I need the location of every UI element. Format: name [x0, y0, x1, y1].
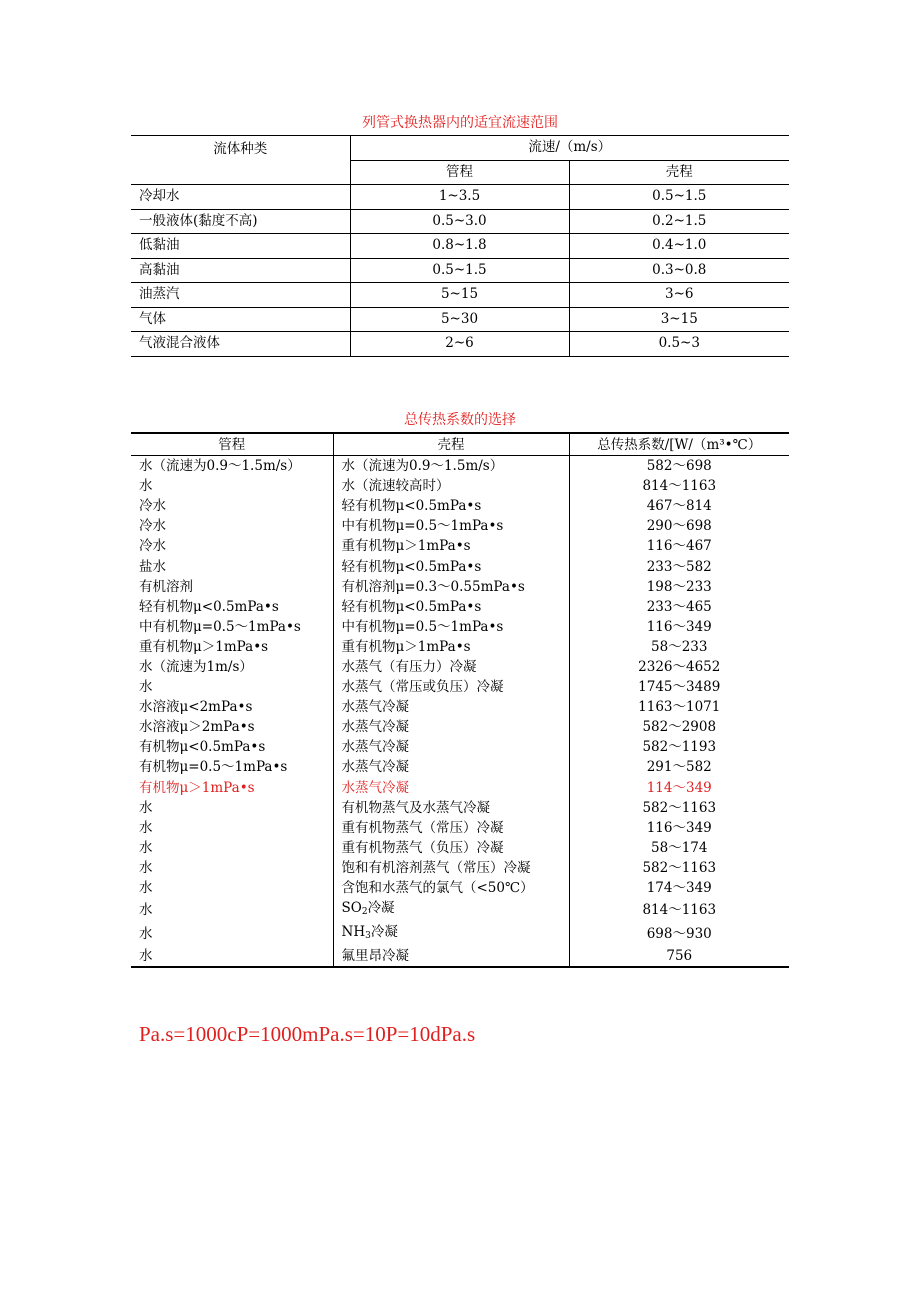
tube-fluid-cell: 水: [139, 679, 153, 696]
table-row: [131, 617, 789, 637]
table-row: [131, 858, 789, 878]
tube-fluid-cell: 水: [139, 880, 153, 897]
coefficient-cell: 582～698: [569, 456, 789, 477]
coefficient-cell: 174～349: [569, 878, 789, 898]
shell-fluid-cell: 重有机物蒸气（负压）冷凝: [333, 838, 569, 858]
tube-fluid-cell: 水溶液μ＞2mPa•s: [139, 719, 255, 736]
formula-main: SO: [341, 900, 362, 917]
tube-side-header: 管程: [350, 160, 569, 185]
shell-fluid-cell: 重有机物μ＞1mPa•s: [333, 536, 569, 556]
velocity-header: 流速/（m/s）: [350, 136, 789, 161]
shell-velocity-cell: 0.2~1.5: [569, 209, 789, 234]
viscosity-unit-formula: Pa.s=1000cP=1000mPa.s=10P=10dPa.s: [139, 1022, 476, 1046]
coefficient-cell: 1163～1071: [569, 697, 789, 717]
fluid-type-cell: 油蒸汽: [131, 283, 350, 308]
table-row: [131, 838, 789, 858]
table-row: [131, 737, 789, 757]
tube-fluid-cell: 水: [139, 859, 153, 876]
tube-fluid-cell: 中有机物μ=0.5～1mPa•s: [139, 618, 301, 635]
shell-fluid-cell: 水蒸气冷凝: [333, 778, 569, 798]
table-row: [131, 798, 789, 818]
table-row: [131, 697, 789, 717]
table-row: [131, 717, 789, 737]
coefficient-cell: 582～1163: [569, 798, 789, 818]
shell-fluid-cell: 水（流速较高时）: [333, 476, 569, 496]
fluid-type-cell: 一般液体(黏度不高): [131, 209, 350, 234]
table-row: [131, 577, 789, 597]
table-row: [131, 757, 789, 777]
coefficient-cell: 58～233: [569, 637, 789, 657]
table-row: [131, 898, 789, 922]
fluid-type-cell: 冷却水: [131, 185, 350, 210]
table-row: [131, 332, 789, 357]
tube-fluid-cell: 冷水: [139, 498, 166, 515]
coefficient-cell: 756: [569, 946, 789, 967]
shell-fluid-cell: [333, 922, 569, 946]
coefficient-cell: 582～1163: [569, 858, 789, 878]
shell-fluid-cell: 氟里昂冷凝: [333, 946, 569, 967]
formula-subscript: 3: [365, 931, 371, 942]
shell-fluid-cell: 水（流速为0.9～1.5m/s）: [333, 456, 569, 477]
heat-transfer-coefficient-table: [131, 432, 789, 968]
shell-fluid-cell: 轻有机物μ<0.5mPa•s: [333, 556, 569, 576]
table-row: [131, 778, 789, 798]
tube-velocity-cell: 5~15: [350, 283, 569, 308]
shell-fluid-cell: 水蒸气（常压或负压）冷凝: [333, 677, 569, 697]
table-row: [131, 456, 789, 477]
coefficient-cell: 582～2908: [569, 717, 789, 737]
shell-velocity-cell: 0.4~1.0: [569, 234, 789, 259]
shell-velocity-cell: 3~15: [569, 307, 789, 332]
table-row: [131, 476, 789, 496]
table1-header-row: [131, 136, 789, 161]
table-row: [131, 209, 789, 234]
shell-fluid-cell: 水蒸气冷凝: [333, 717, 569, 737]
coefficient-header: 总传热系数/[W/（m³•℃）: [569, 433, 789, 456]
shell-fluid-cell: 中有机物μ=0.5～1mPa•s: [333, 617, 569, 637]
tube-fluid-cell: 水: [139, 478, 153, 495]
tube-fluid-cell: 重有机物μ＞1mPa•s: [139, 638, 269, 655]
shell-fluid-cell: 含饱和水蒸气的氯气（<50℃）: [333, 878, 569, 898]
table1-caption: 列管式换热器内的适宜流速范围: [362, 115, 558, 131]
tube-fluid-cell: 冷水: [139, 538, 166, 555]
shell-velocity-cell: 0.5~3: [569, 332, 789, 357]
coefficient-cell: 290～698: [569, 516, 789, 536]
tube-fluid-cell: 水: [139, 819, 153, 836]
coefficient-cell: 233～465: [569, 597, 789, 617]
table-row: [131, 185, 789, 210]
formula-rest: 冷凝: [370, 924, 398, 941]
coefficient-cell: 698～930: [569, 922, 789, 946]
table-row: [131, 946, 789, 967]
tube-fluid-cell: 水（流速为1m/s）: [139, 658, 253, 675]
shell-velocity-cell: 3~6: [569, 283, 789, 308]
table-row: [131, 637, 789, 657]
coefficient-cell: 58～174: [569, 838, 789, 858]
tube-fluid-cell: 水: [139, 902, 153, 919]
table-row: [131, 878, 789, 898]
formula-main: NH: [341, 924, 366, 941]
table-row: [131, 516, 789, 536]
tube-velocity-cell: 2~6: [350, 332, 569, 357]
tube-fluid-cell: 水: [139, 799, 153, 816]
formula-subscript: 2: [361, 907, 368, 918]
coefficient-cell: 233～582: [569, 556, 789, 576]
formula-rest: 冷凝: [367, 900, 395, 917]
table-row: [131, 536, 789, 556]
tube-velocity-cell: 5~30: [350, 307, 569, 332]
coefficient-cell: 814～1163: [569, 476, 789, 496]
coefficient-cell: 291～582: [569, 757, 789, 777]
coefficient-cell: 2326～4652: [569, 657, 789, 677]
tube-fluid-cell: 有机物μ=0.5～1mPa•s: [139, 759, 288, 776]
fluid-type-cell: 气体: [131, 307, 350, 332]
fluid-type-cell: 气液混合液体: [139, 335, 220, 352]
tube-fluid-cell: 水（流速为0.9～1.5m/s）: [139, 458, 301, 475]
table2-caption: 总传热系数的选择: [404, 412, 516, 428]
tube-fluid-cell: 水: [139, 839, 153, 856]
tube-fluid-cell: 有机物μ<0.5mPa•s: [139, 739, 266, 756]
shell-fluid-cell: 有机物蒸气及水蒸气冷凝: [333, 798, 569, 818]
table-row: [131, 922, 789, 946]
fluid-type-cell: 高黏油: [131, 258, 350, 283]
table-row: [131, 234, 789, 259]
coefficient-cell: 116～349: [569, 818, 789, 838]
tube-fluid-cell: 水: [139, 948, 153, 965]
tube-fluid-cell: 轻有机物μ<0.5mPa•s: [139, 598, 279, 615]
shell-fluid-cell: 轻有机物μ<0.5mPa•s: [333, 597, 569, 617]
shell-fluid-cell: 水蒸气冷凝: [333, 737, 569, 757]
shell-side-header: 壳程: [569, 160, 789, 185]
tube-velocity-cell: 1~3.5: [350, 185, 569, 210]
tube-fluid-cell: 冷水: [139, 518, 166, 535]
flow-velocity-table: [131, 135, 789, 357]
tube-side-header: 管程: [131, 433, 333, 456]
shell-fluid-cell: 重有机物μ＞1mPa•s: [333, 637, 569, 657]
table2-header-row: [131, 433, 789, 456]
table-row: [131, 818, 789, 838]
table-row: [131, 283, 789, 308]
tube-fluid-cell: 有机物μ＞1mPa•s: [139, 779, 255, 796]
shell-fluid-cell: 水蒸气冷凝: [333, 757, 569, 777]
tube-velocity-cell: 0.5~3.0: [350, 209, 569, 234]
tube-fluid-cell: 水: [139, 926, 153, 943]
tube-fluid-cell: 盐水: [139, 558, 166, 575]
shell-fluid-cell: 轻有机物μ<0.5mPa•s: [333, 496, 569, 516]
fluid-type-header: 流体种类: [131, 136, 350, 185]
shell-velocity-cell: 0.3~0.8: [569, 258, 789, 283]
shell-fluid-cell: 有机溶剂μ=0.3～0.55mPa•s: [333, 577, 569, 597]
shell-side-header: 壳程: [333, 433, 569, 456]
tube-velocity-cell: 0.8~1.8: [350, 234, 569, 259]
shell-fluid-cell: [333, 898, 569, 922]
table-row: [131, 677, 789, 697]
coefficient-cell: 114～349: [569, 778, 789, 798]
shell-fluid-cell: 饱和有机溶剂蒸气（常压）冷凝: [333, 858, 569, 878]
shell-fluid-cell: 重有机物蒸气（常压）冷凝: [333, 818, 569, 838]
table-row: [131, 556, 789, 576]
shell-fluid-cell: 水蒸气冷凝: [333, 697, 569, 717]
coefficient-cell: 1745～3489: [569, 677, 789, 697]
tube-fluid-cell: 有机溶剂: [139, 578, 193, 595]
fluid-type-cell: 低黏油: [131, 234, 350, 259]
table-row: [131, 307, 789, 332]
tube-velocity-cell: 0.5~1.5: [350, 258, 569, 283]
table-row: [131, 657, 789, 677]
coefficient-cell: 116～349: [569, 617, 789, 637]
shell-fluid-cell: 中有机物μ=0.5～1mPa•s: [333, 516, 569, 536]
shell-fluid-cell: 水蒸气（有压力）冷凝: [333, 657, 569, 677]
coefficient-cell: 467～814: [569, 496, 789, 516]
shell-velocity-cell: 0.5~1.5: [569, 185, 789, 210]
coefficient-cell: 814～1163: [569, 898, 789, 922]
coefficient-cell: 116～467: [569, 536, 789, 556]
coefficient-cell: 582～1193: [569, 737, 789, 757]
tube-fluid-cell: 水溶液μ<2mPa•s: [139, 699, 253, 716]
table-row: [131, 597, 789, 617]
coefficient-cell: 198～233: [569, 577, 789, 597]
table-row: [131, 496, 789, 516]
table-row: [131, 258, 789, 283]
